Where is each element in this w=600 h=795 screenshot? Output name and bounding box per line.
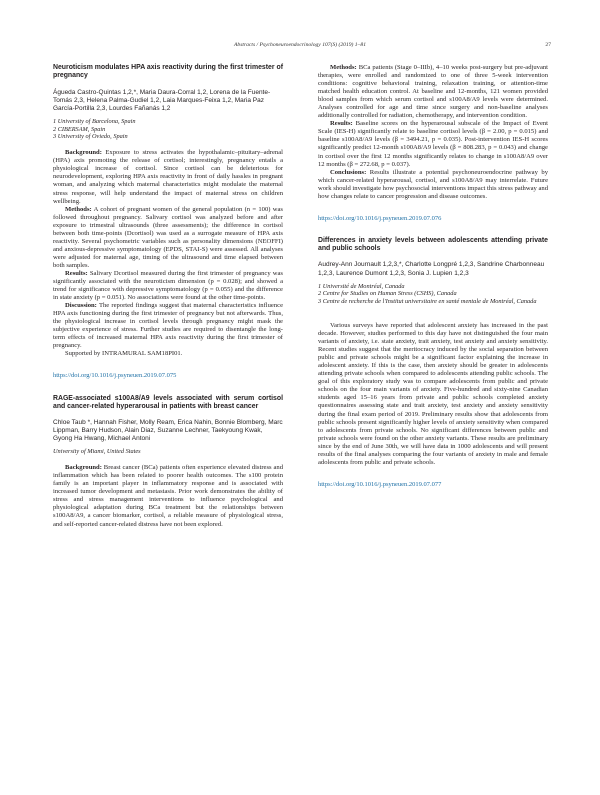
background-text: Breast cancer (BCa) patients often experience elevated distress and inflammation which has been related to poorer health outcomes. The s100 protein family is an important player in inflammatory response and is associated with increased tumor development and metastasis. Prior work demonstrates the ability of stress and stress management interventions to influence psychological and physiological adaptation during BCa treatment but the relationships between s100A8/A9, a cancer biomarker, cortisol, a reliable measure of physiological stress, and self-reported cancer-related distress have not been explored. (53, 464, 283, 528)
doi-link[interactable]: https://doi.org/10.1016/j.psyneuen.2019.07.076 (318, 214, 442, 222)
affiliation: University of Miami, United States (53, 448, 141, 456)
methods-paragraph (318, 64, 548, 120)
discussion-paragraph (53, 302, 283, 350)
affiliation-1: 1 University of Barcelona, Spain (53, 117, 136, 125)
methods-text: A cohort of pregnant women of the general population (n = 100) was followed throughout pregnancy. Salivary cortisol was analyzed before and after exposure to trimestral ultrasounds (three assessments); the difference in cortisol between both time-points (Dcortisol) was used as a surrogate measure of HPA axis reactivity. Several psychometric variables such as personality dimensions (NEOFFI) and anxious-depressive symptomatology (EPDS, STAI-S) were assessed. All analyses were adjusted for maternal age, timing of the ultrasound and time elapsed between both samples. (53, 205, 283, 269)
section-label: Results: (65, 269, 88, 277)
section-label: Methods: (65, 205, 92, 213)
author-list: Águeda Castro-Quintas 1,2,*, Maria Daura-Corral 1,2, Lorena de la Fuente-Tomás 2,3, Helena Palma-Gudiel 1,2, Laia Marques-Feixa 1,2, Maria Paz García-Portilla 2,3, Lourdes Fañanás 1,2 (53, 88, 271, 112)
journal-citation: Abstracts / Psychoneuroendocrinology 107(S) (2019) 1–81 (234, 42, 366, 48)
support-paragraph: Supported by INTRAMURAL SAM18PI01. (65, 350, 183, 358)
results-text: Salivary Dcortisol measured during the first trimester of pregnancy was significantly associated with the neuroticism dimension (p = 0.028); and showed a trend for significance with depressive symptomatology (p = 0.055) and the difference in state anxiety (p = 0.051). No associations were found at the other time-points. (53, 269, 283, 302)
abstract-title: Neuroticism modulates HPA axis reactivity during the first trimester of pregnancy (53, 64, 283, 80)
background-paragraph (53, 464, 283, 528)
results-text: Baseline scores on the hyperarousal subscale of the Impact of Event Scale (IES-H) significantly relate to baseline cortisol levels (β = 2.00, p = 0.015) and baseline s100A8/A9 levels (β = 3494.21, p = 0.035). Post-intervention IES-H scores significantly predict 12-month s100A8/A9 levels (β = 808.283, p = 0.043) and change in cortisol over the first 12 months significantly relates to change in s100A8/A9 over 12 months (β = 272.68, p = 0.037). (318, 120, 549, 168)
abstract-neuroticism (53, 64, 283, 381)
abstract-adolescent-anxiety (318, 237, 548, 489)
author-list: Chloe Taub *, Hannah Fisher, Molly Ream, Erica Nahin, Bonnie Blomberg, Marc Lippman, Barry Hudson, Alain Diaz, Suzanne Lechner, Taekyoung Kwak, Gyong Ha Hwang, Michael Antoni (53, 419, 283, 443)
results-paragraph (318, 120, 548, 168)
results-paragraph (53, 270, 283, 302)
section-label: Methods: (330, 64, 357, 71)
background-text: Exposure to stress activates the hypothalamic–pituitary–adrenal (HPA) axis promoting the release of cortisol; interestingly, pregnancy entails a physiological increase of cortisol. Since cortisol can be deleterious for neurodevelopment, exploring HPA axis reactivity in front of daily hassles in pregnant woman, and analyzing which maternal characteristics might modulate the maternal stress response, will help understand the impact of maternal stress on children wellbeing. (53, 149, 283, 205)
background-paragraph (53, 149, 283, 205)
section-label: Results: (330, 120, 353, 128)
affiliations (53, 118, 283, 141)
section-label: Discussion: (65, 302, 97, 310)
methods-text: BCa patients (Stage 0–IIIb), 4–10 weeks post-surgery but pre-adjuvant therapies, were enrolled and randomized to one of three 5-week intervention conditions: cognitive behavioral training, relaxation training, or attention-time matched health education control. At baseline and 12-months, 121 women provided blood samples from which serum cortisol and s100A8/A9 levels were determined. Analyses controlled for age and time since surgery and non-baseline analyses additionally controlled for radiation, chemotherapy, and intervention condition. (318, 64, 549, 120)
conclusions-text: Results illustrate a potential psychoneuroendocrine pathway by which cancer-related hyperarousal, cortisol, and s100A8/A9 may interrelate. Future work should investigate how psychosocial interventions impact this stress pathway and how changes relate to cancer progression and disease outcomes. (318, 168, 549, 200)
discussion-text: The reported findings suggest that maternal characteristics influence HPA axis functioning during the first trimester of pregnancy but not afterwards. Thus, the physiological increase in cortisol levels through pregnancy might mask the subjective experience of stress. Further studies are required to disentangle the long-term effects of increased maternal HPA axis reactivity during the first trimester of pregnancy. (53, 302, 284, 350)
affiliations (318, 283, 548, 306)
doi-link[interactable]: https://doi.org/10.1016/j.psyneuen.2019.07.075 (53, 372, 177, 380)
affiliation-3: 3 University of Oviedo, Spain (53, 133, 128, 141)
affiliation-1: 1 Université de Montréal, Canada (318, 282, 405, 290)
abstract-rage-s100 (53, 395, 283, 529)
affiliation-2: 2 Centre for Studies on Human Stress (CSHS), Canada (318, 290, 457, 298)
doi-link[interactable]: https://doi.org/10.1016/j.psyneuen.2019.07.077 (318, 480, 442, 488)
left-column (53, 64, 283, 529)
affiliation-3: 3 Centre de recherche de l'Institut universitaire en santé mentale de Montréal, Canada (318, 298, 537, 306)
running-header (0, 42, 600, 54)
affiliation-2: 2 CIBERSAM, Spain (53, 125, 106, 133)
section-label: Conclusions: (330, 168, 367, 176)
abstract-rage-s100-continued (318, 64, 548, 223)
conclusions-paragraph (318, 169, 548, 201)
page-number: 27 (545, 42, 551, 48)
spacer (318, 314, 548, 322)
author-list: Audrey-Ann Journault 1,2,3,*, Charlotte Longpré 1,2,3, Sandrine Charbonneau 1,2,3, Laurence Dumont 1,2,3, Sonia J. Lupien 1,2,3 (318, 261, 545, 277)
section-label: Background: (65, 149, 102, 157)
abstract-title: RAGE-associated s100A8/A9 levels associated with serum cortisol and cancer-related hyperarousal in patients with breast cancer (53, 394, 283, 410)
methods-paragraph (53, 206, 283, 270)
right-column (318, 64, 548, 503)
body-paragraph: Various surveys have reported that adolescent anxiety has increased in the past decade. However, studies performed to this day have not distinguished the four main variants of anxiety, i.e. state anxiety, trait anxiety, test anxiety and anxiety sensitivity. Recent studies suggest that the meritocracy induced by the social separation between public and private schools might be a significant factor explaining the increase in adolescent anxiety. If this is the case, then anxiety should be greater in adolescents attending private schools when compared to adolescents attending public schools. The goal of this exploratory study was to compare adolescents from public and private schools on the four main variants of anxiety. Five-hundred and sixty-nine Canadian students aged 15–16 years from private and public schools completed anxiety questionnaires assessing state and trait anxiety, test anxiety and anxiety sensitivity during the final exam period of 2019. Preliminary results show that adolescents from public schools present significantly higher levels of anxiety sensitivity when compared to adolescents from private schools. No significant differences between public and private schools were found on the other anxiety variants. These results are preliminary since by the end of June 30th, we will have data in 1000 adolescents and will present results of the final analyses comparing the four variants of anxiety in male and female adolescents from public and private schools. (318, 322, 548, 466)
section-label: Background: (65, 464, 102, 472)
abstract-title: Differences in anxiety levels between adolescents attending private and public schools (318, 236, 548, 253)
